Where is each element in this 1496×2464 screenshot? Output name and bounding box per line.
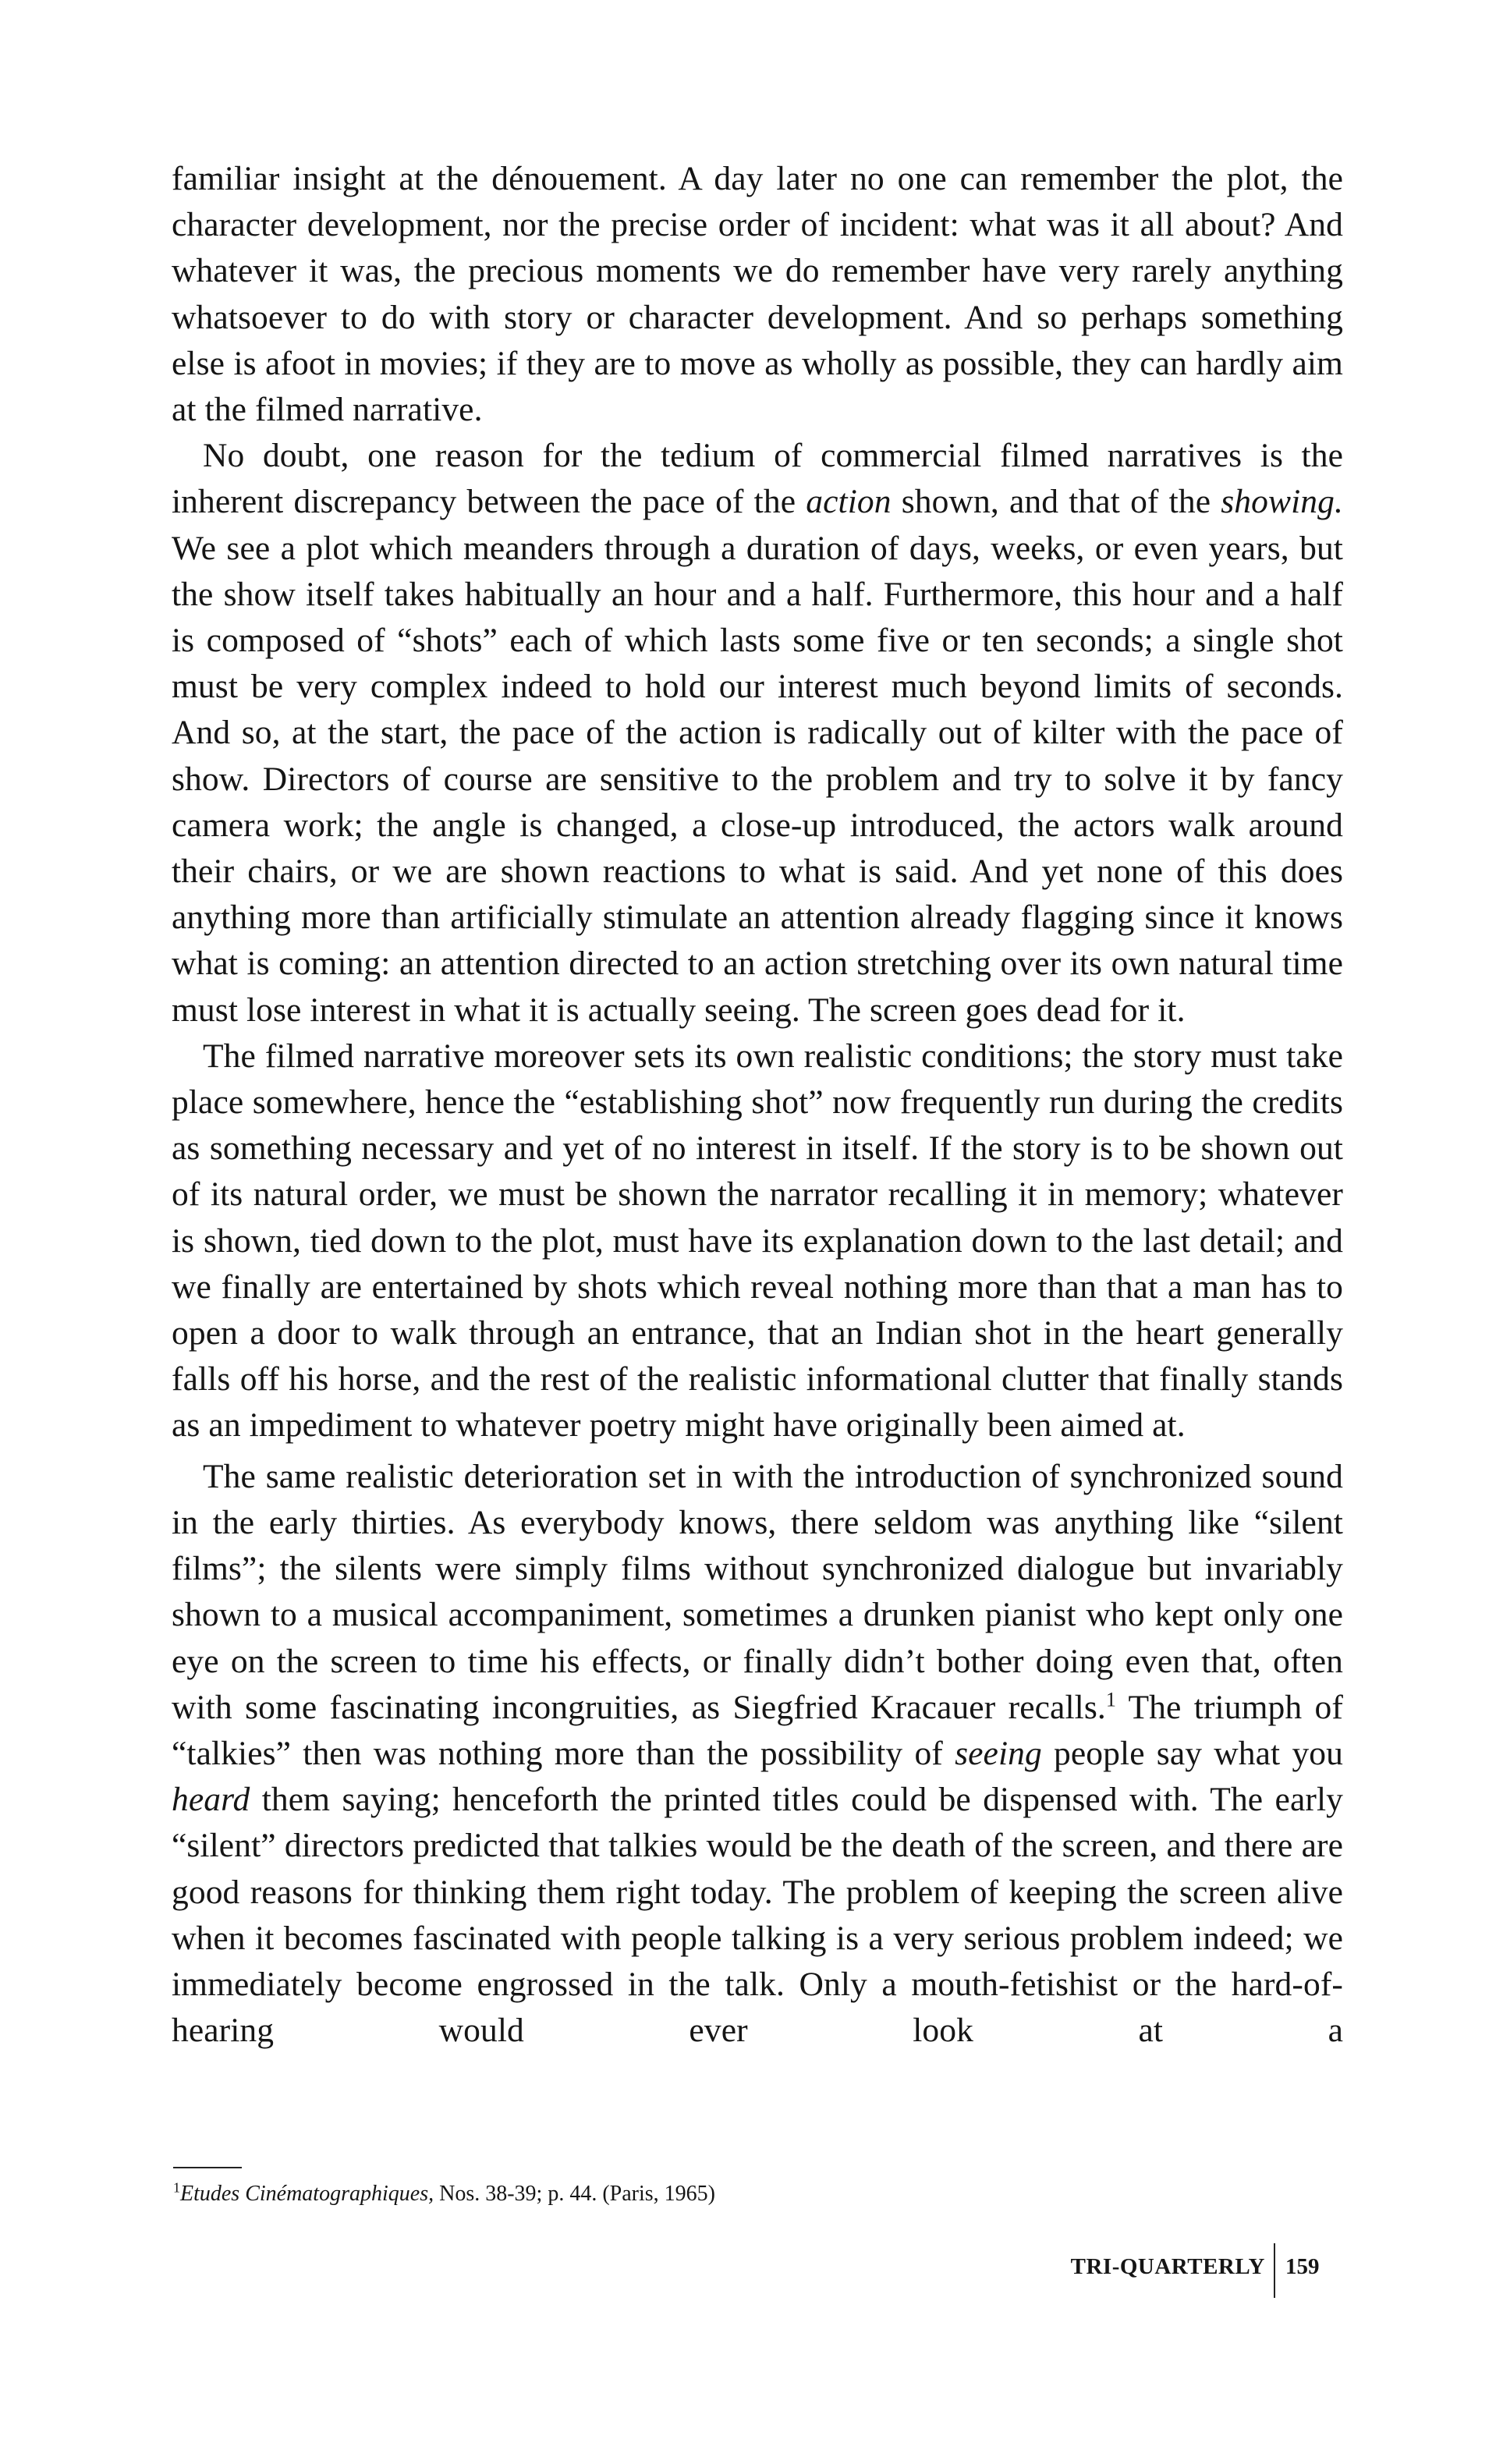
running-footer [967,2243,1343,2290]
body-text [172,156,1343,2054]
text-run: We see a plot which meanders through a duration of days, weeks, or even years, but the show itself takes habitually an hour and a half. Furthermore, this hour and a half is composed of “shots” each of which lasts some five or ten seconds; a single shot must be very complex indeed to hold our interest much beyond limits of seconds. And so, at the start, the pace of the action is radically out of kilter with the pace of show. Directors of course are sensitive to the problem and try to solve it by fancy camera work; the angle is changed, a close-up introduced, the actors walk around their chairs, or we are shown reactions to what is said. And yet none of this does anything more than artificially stimulate an attention already flagging since it knows what is coming: an attention directed to an action stretching over its own natural time must lose interest in what it is actually seeing. The screen goes dead for it. [172,529,1343,1029]
text-run: The same realistic deterioration set in with the introduction of synchronized sound in the early thirties. As everybody knows, there seldom was anything like “silent films”; the silents were simply films without synchronized dialogue but invariably shown to a musical accompaniment, sometimes a drunken pianist who kept only one eye on the screen to time his effects, or finally didn’t bother doing even that, often with some fascinating incongruities, as Siegfried Kracauer recalls. [172,1457,1343,1726]
paragraph-4 [172,1454,1343,2055]
emphasis-text: seeing [955,1734,1042,1772]
text-run: familiar insight at the dénouement. A day later no one can remember the plot, the character development, nor the precise order of incident: what was it all about? And whatever it was, the precious moments we do remember have very rarely anything whatsoever to do with story or character development. And so perhaps something else is afoot in movies; if they are to move as wholly as possible, they can hardly aim at the filmed narrative. [172,160,1343,429]
journal-name: TRI-QUARTERLY [1070,2254,1265,2279]
footnote-marker: 1 [173,2179,180,2196]
paragraph-2 [172,433,1343,1033]
emphasis-text: heard [172,1781,250,1819]
page-number: 159 [1285,2254,1320,2279]
emphasis-text: action [806,483,892,521]
footer-vertical-rule [1274,2243,1275,2298]
paragraph-1 [172,156,1343,433]
footnote [173,2181,715,2207]
emphasis-text: showing. [1221,483,1343,521]
footnote-reference: 1 [1105,1688,1116,1711]
paragraph-3 [172,1033,1343,1449]
footnote-divider [173,2167,242,2168]
text-run: them saying; henceforth the printed titles could be dispensed with. The early “silent” directors predicted that talkies would be the death of the screen, and there are good reasons for thinking them right today. The problem of keeping the screen alive when it becomes fascinated with people talking is a very serious problem indeed; we immediately become engrossed in the talk. Only a mouth-fetishist or the hard-of-hearing would ever look at a [172,1781,1343,2050]
text-run: The filmed narrative moreover sets its own realistic conditions; the story must take place somewhere, hence the “establishing shot” now frequently run during the credits as something necessary and yet of no interest in itself. If the story is to be shown out of its natural order, we must be shown the narrator recalling it in memory; whatever is shown, tied down to the plot, must have its explanation down to the last detail; and we finally are entertained by shots which reveal nothing more than that a man has to open a door to walk through an entrance, that an Indian shot in the heart generally falls off his horse, and the rest of the realistic informational clutter that finally stands as an impediment to whatever poetry might have originally been aimed at. [172,1037,1343,1445]
text-run: people say what you [1041,1734,1344,1772]
footnote-source-title: Etudes Cinématographiques, [180,2182,434,2206]
text-run: No doubt, one reason for the tedium of commercial filmed narratives is the inherent discrepancy between the pace of the [172,437,1343,521]
text-run: shown, and that of the [891,483,1221,521]
footnote-details: Nos. 38-39; p. 44. (Paris, 1965) [434,2182,715,2206]
text-run: The triumph of “talkies” then was nothing more than the possibility of [172,1688,1343,1772]
